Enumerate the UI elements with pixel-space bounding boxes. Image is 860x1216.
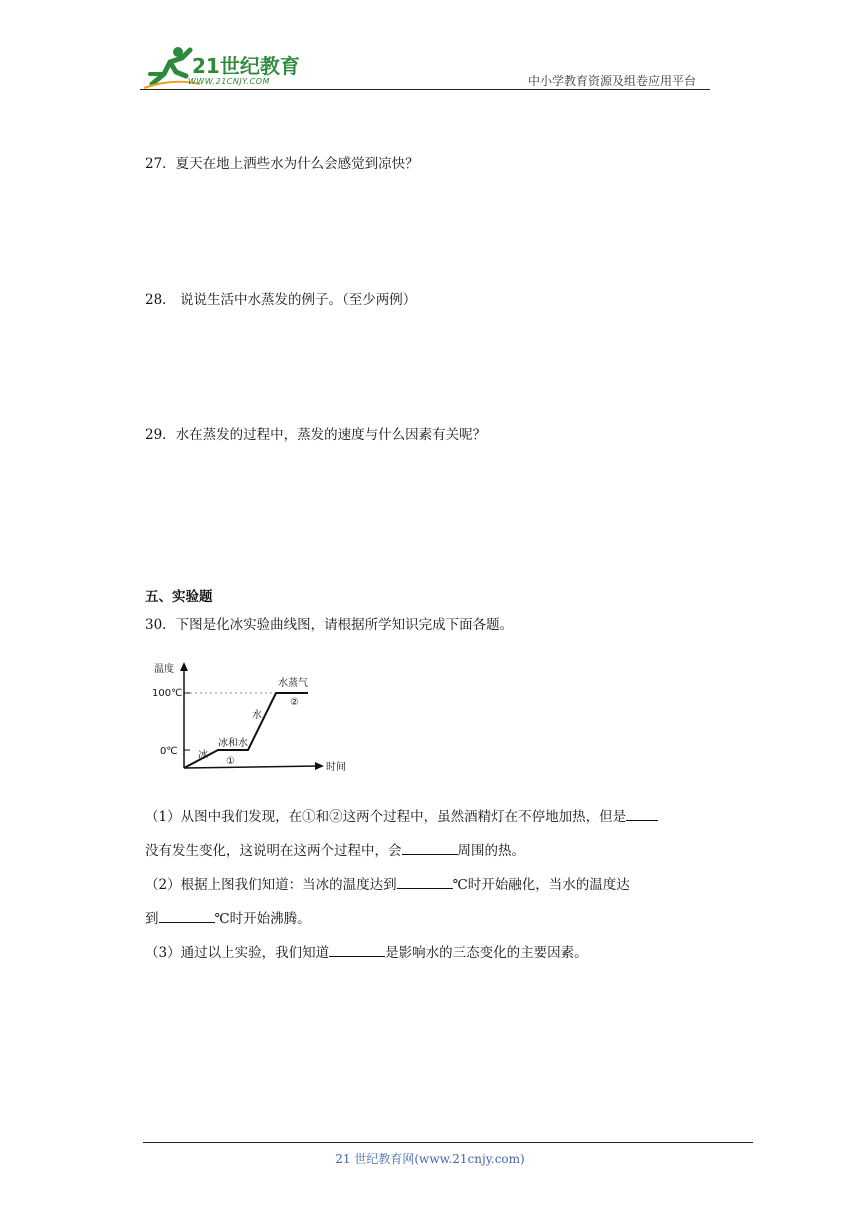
segment-label-ice-water: 冰和水 <box>218 738 248 749</box>
subquestion-1-line-2 <box>145 839 525 859</box>
footer-divider <box>143 1142 753 1143</box>
subquestion-1-line-1 <box>145 805 658 825</box>
segment-label-ice: 冰 <box>198 750 208 761</box>
subquestion-2-text-c: 到 <box>145 911 159 927</box>
subquestion-1-text-b: 没有发生变化，这说明在这两个过程中，会 <box>145 843 402 859</box>
footer-text <box>0 1150 860 1167</box>
logo-text: 21世纪教育 <box>192 54 300 78</box>
subquestion-2-line-2 <box>145 907 311 927</box>
y-axis-label: 温度 <box>154 664 174 675</box>
subquestion-1-text-a: （1）从图中我们发现，在①和②这两个过程中，虽然酒精灯在不停地加热，但是 <box>145 809 627 825</box>
segment-label-water: 水 <box>252 710 262 721</box>
subquestion-2-text-d: ℃时开始沸腾。 <box>214 911 311 927</box>
footer-link[interactable]: 21 世纪教育网(www.21cnjy.com) <box>335 1152 525 1166</box>
header-divider <box>140 89 710 90</box>
subquestion-1-text-c: 周围的热。 <box>457 843 525 859</box>
answer-blank-3[interactable] <box>397 875 453 890</box>
y-tick-0-label: 0℃ <box>160 746 178 757</box>
ice-melting-chart <box>148 658 358 778</box>
x-axis <box>184 766 318 768</box>
answer-blank-1[interactable] <box>626 807 658 822</box>
question-29: 29．水在蒸发的过程中，蒸发的速度与什么因素有关呢？ <box>145 427 487 443</box>
y-tick-100-label: 100℃ <box>152 688 183 699</box>
subquestion-3-text-b: 是影响水的三态变化的主要因素。 <box>385 945 588 961</box>
segment-label-1: ① <box>226 756 235 767</box>
subquestion-2-line-1 <box>145 873 630 893</box>
segment-label-steam: 水蒸气 <box>278 678 308 689</box>
question-30: 30．下图是化冰实验曲线图，请根据所学知识完成下面各题。 <box>145 617 514 633</box>
subquestion-2-text-a: （2）根据上图我们知道：当冰的温度达到 <box>145 877 397 893</box>
answer-blank-5[interactable] <box>329 943 385 958</box>
subquestion-2-text-b: ℃时开始融化，当水的温度达 <box>452 877 630 893</box>
header-platform-text: 中小学教育资源及组卷应用平台 <box>528 74 697 88</box>
question-28: 28． 说说生活中水蒸发的例子。（至少两例） <box>145 292 417 308</box>
subquestion-3-line-1 <box>145 941 588 961</box>
x-axis-arrow-icon <box>315 762 324 770</box>
segment-label-2: ② <box>290 697 299 708</box>
logo-url: WWW.21CNJY.COM <box>188 77 270 86</box>
question-27: 27．夏天在地上洒些水为什么会感觉到凉快？ <box>145 156 419 172</box>
x-axis-label: 时间 <box>326 762 346 773</box>
y-axis-arrow-icon <box>180 662 188 671</box>
section-title: 五、实验题 <box>145 589 213 605</box>
answer-blank-4[interactable] <box>159 909 215 924</box>
subquestion-3-text-a: （3）通过以上实验，我们知道 <box>145 945 330 961</box>
answer-blank-2[interactable] <box>402 841 458 856</box>
